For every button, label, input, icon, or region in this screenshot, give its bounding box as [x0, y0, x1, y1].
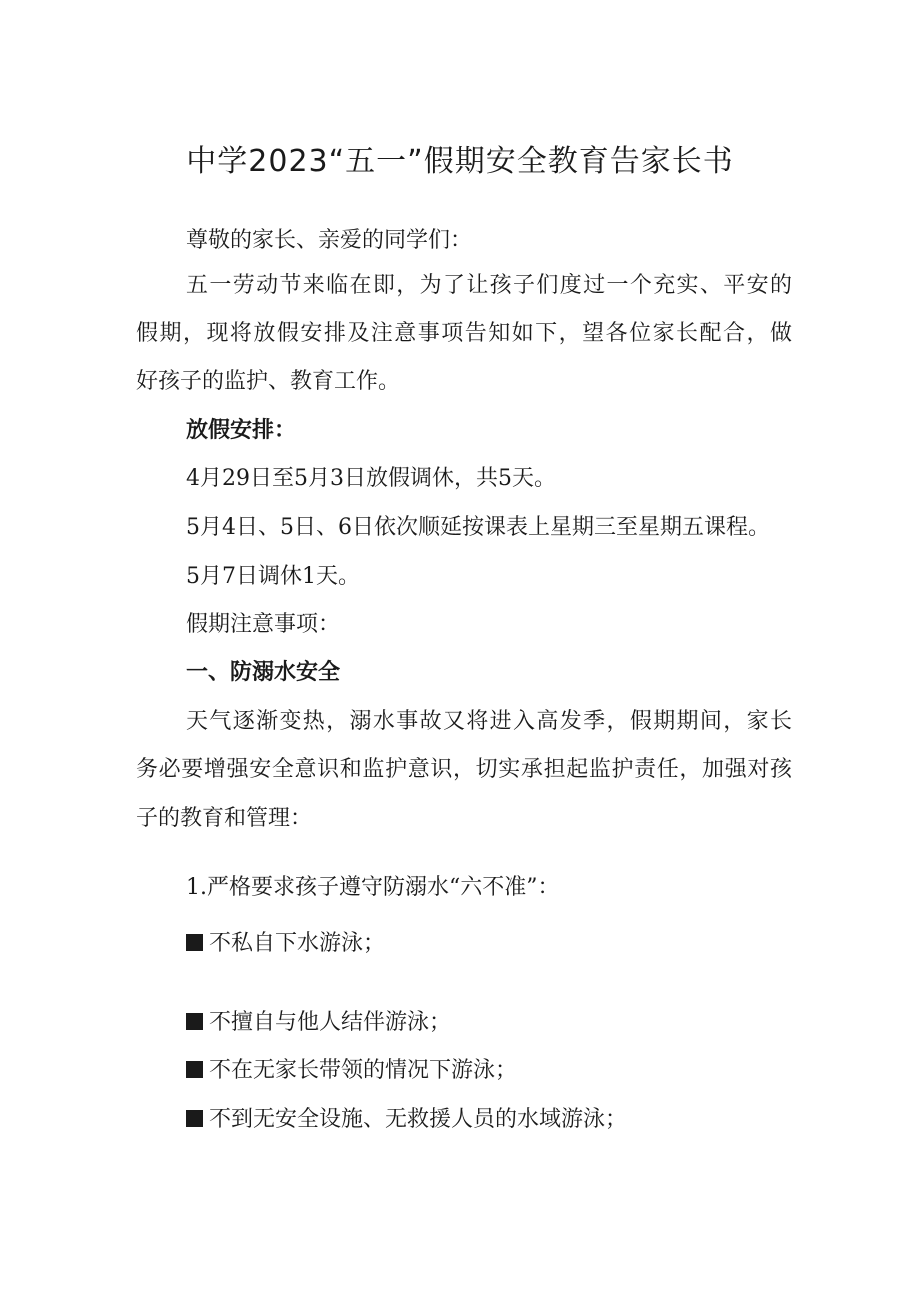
- notes-label: 假期注意事项：: [186, 612, 341, 637]
- section-1-heading: 一、防溺水安全: [186, 660, 341, 685]
- schedule-item-1: 4月29日至5月3日放假调休，共5天。: [186, 466, 556, 491]
- rule-text: 不到无安全设施、无救援人员的水域游泳；: [209, 1107, 628, 1132]
- square-bullet-icon: [186, 1061, 203, 1078]
- rule-item: [186, 1007, 451, 1039]
- square-bullet-icon: [186, 1013, 203, 1030]
- section-1-line-2: 务必要增强安全意识和监护意识，切实承担起监护责任，加强对孩: [136, 757, 792, 782]
- square-bullet-icon: [186, 934, 203, 951]
- intro-line-3: 好孩子的监护、教育工作。: [136, 369, 401, 394]
- intro-line-2: 假期，现将放假安排及注意事项告知如下，望各位家长配合，做: [136, 321, 792, 346]
- greeting: 尊敬的家长、亲爱的同学们：: [186, 228, 473, 253]
- schedule-item-3: 5月7日调休1天。: [186, 564, 360, 589]
- document-title: 中学2023“五一”假期安全教育告家长书: [186, 144, 734, 179]
- rule-item: [186, 928, 385, 960]
- intro-line-1: 五一劳动节来临在即，为了让孩子们度过一个充实、平安的: [186, 273, 792, 298]
- rule-text: 不在无家长带领的情况下游泳；: [209, 1058, 518, 1083]
- rule-text: 不私自下水游泳；: [209, 931, 386, 956]
- rule-intro: 1.严格要求孩子遵守防溺水“六不准”：: [186, 875, 560, 900]
- rule-item: [186, 1104, 627, 1136]
- rule-item: [186, 1055, 517, 1087]
- rule-text: 不擅自与他人结伴游泳；: [209, 1010, 452, 1035]
- schedule-heading: 放假安排：: [186, 418, 297, 443]
- square-bullet-icon: [186, 1110, 203, 1127]
- schedule-item-2: 5月4日、5日、6日依次顺延按课表上星期三至星期五课程。: [186, 515, 770, 540]
- section-1-line-1: 天气逐渐变热，溺水事故又将进入高发季，假期期间，家长: [186, 709, 792, 734]
- section-1-line-3: 子的教育和管理：: [136, 806, 313, 831]
